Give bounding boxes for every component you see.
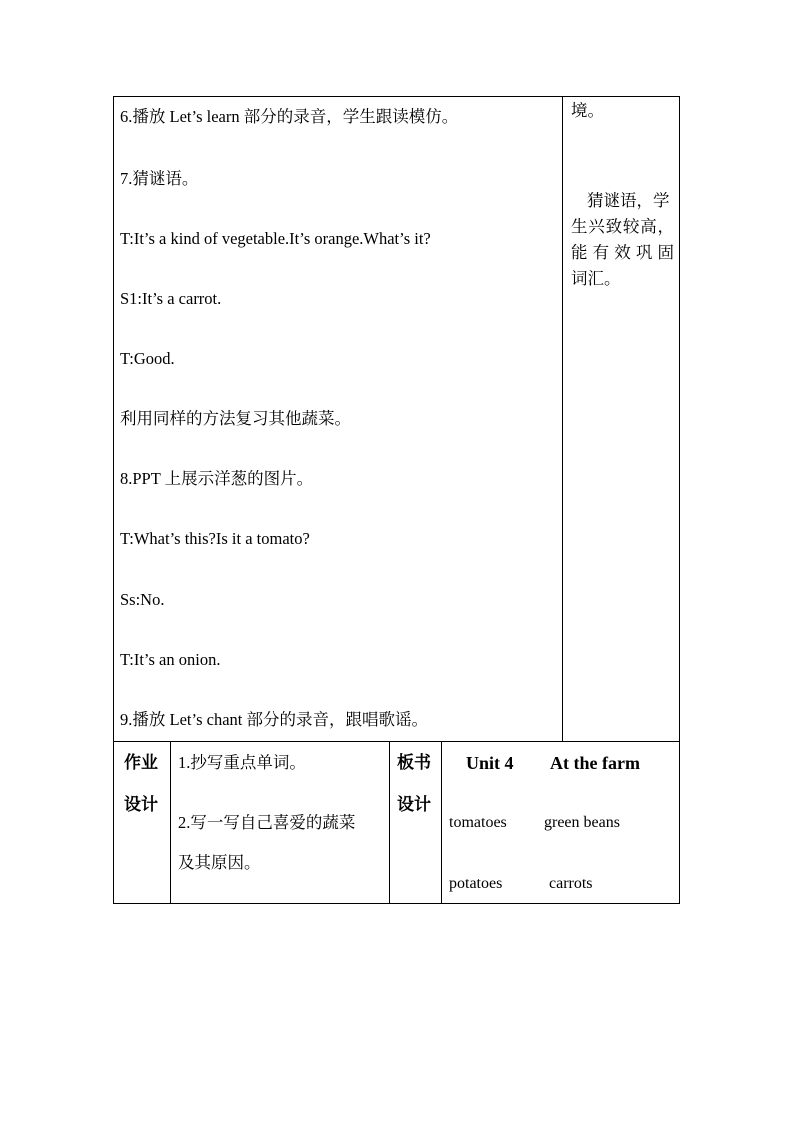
board-word: green beans	[544, 814, 620, 831]
homework-label: 设计	[124, 795, 158, 814]
homework-item: 及其原因。	[178, 853, 261, 872]
process-line: T:It’s a kind of vegetable.It’s orange.What’s it?	[120, 229, 431, 248]
board-label-divider	[441, 741, 442, 904]
process-line: 9.播放 Let’s chant 部分的录音，跟唱歌谣。	[120, 710, 428, 729]
note-riddle-line: 能有效巩固	[571, 243, 674, 262]
process-line: S1:It’s a carrot.	[120, 289, 222, 308]
notes-column-divider	[562, 96, 563, 741]
process-line: T:It’s an onion.	[120, 650, 221, 669]
process-line: Ss:No.	[120, 590, 165, 609]
note-riddle-line: 生兴致较高，	[571, 217, 674, 236]
board-unit: Unit 4	[466, 753, 514, 773]
board-label: 设计	[397, 795, 431, 814]
process-line: 6.播放 Let’s learn 部分的录音，学生跟读模仿。	[120, 107, 459, 126]
board-title: At the farm	[550, 753, 640, 773]
process-line: 利用同样的方法复习其他蔬菜。	[120, 409, 351, 428]
process-line: T:Good.	[120, 349, 175, 368]
homework-item: 1.抄写重点单词。	[178, 753, 306, 772]
board-word: carrots	[549, 875, 593, 892]
process-line: 7.猜谜语。	[120, 169, 199, 188]
homework-item: 2.写一写自己喜爱的蔬菜	[178, 813, 356, 832]
board-label: 板书	[397, 753, 431, 772]
note-riddle	[571, 188, 674, 292]
homework-content-divider	[389, 741, 390, 904]
homework-label: 作业	[124, 753, 158, 772]
homework-label-divider	[170, 741, 171, 904]
process-line: 8.PPT 上展示洋葱的图片。	[120, 469, 314, 488]
note-riddle-line: 词汇。	[571, 269, 621, 288]
process-line: T:What’s this?Is it a tomato?	[120, 529, 310, 548]
board-word: potatoes	[449, 875, 503, 892]
note-top: 境。	[571, 101, 604, 120]
section-divider	[113, 741, 680, 742]
note-riddle-line: 猜谜语，学	[587, 191, 670, 210]
board-word: tomatoes	[449, 814, 507, 831]
